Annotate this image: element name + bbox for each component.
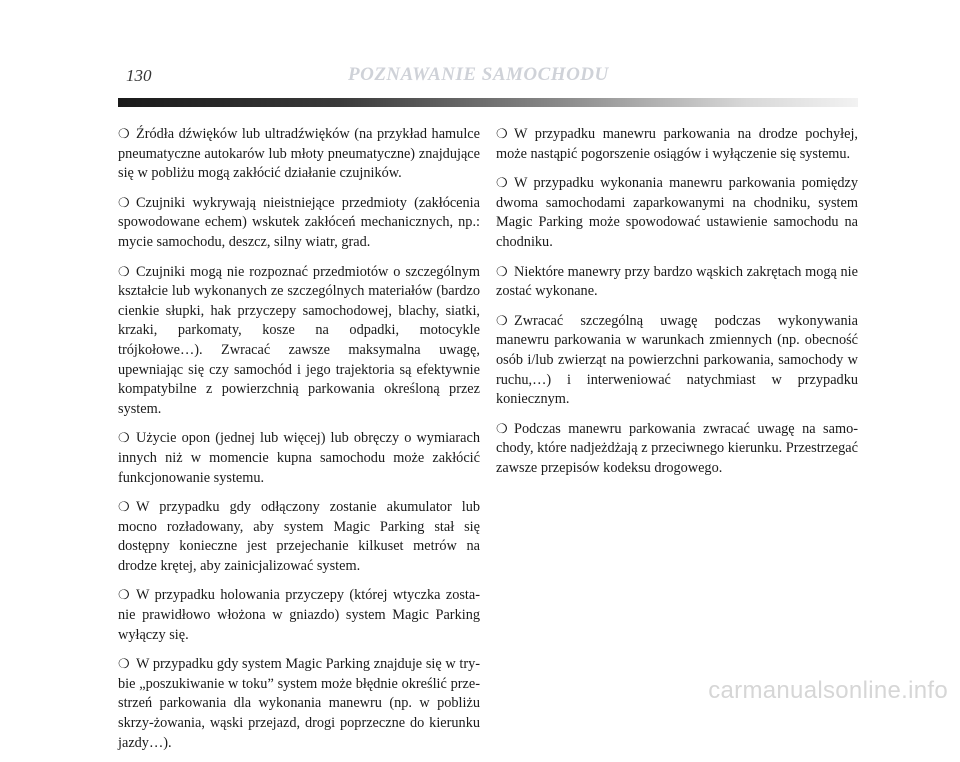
hollow-circle-bullet-icon: ❍ <box>496 175 508 191</box>
paragraph-text: Zwracać szczególną uwagę podczas wykonywania manewru parkowania w warunkach zmiennych (np. obecność osób i/lub zwierząt na powierzchni parkowania, samochody w ruchu,…) i interweniować natychmiast w przypadku koniecznym. <box>496 312 858 408</box>
hollow-circle-bullet-icon: ❍ <box>118 656 130 672</box>
bullet-paragraph <box>496 311 858 410</box>
bullet-paragraph <box>118 262 480 420</box>
hollow-circle-bullet-icon: ❍ <box>118 587 130 603</box>
paragraph-text: W przypadku wykonania manewru parkowania pomiędzy dwoma samochodami zaparkowanymi na chodniku, system Magic Parking może spowodować ustawienie samochodu na chodniku. <box>496 175 858 250</box>
hollow-circle-bullet-icon: ❍ <box>118 126 130 141</box>
hollow-circle-bullet-icon: ❍ <box>118 430 130 446</box>
paragraph-text: Źródła dźwięków lub ultradźwięków (na przykład hamulce pneumatyczne autokarów lub młoty pneumatyczne) znajdujące się w pobliżu mogą zakłócić działanie czujników. <box>118 126 480 182</box>
bullet-paragraph <box>118 585 480 645</box>
watermark: carmanualsonline.info <box>708 677 948 704</box>
hollow-circle-bullet-icon: ❍ <box>496 420 508 436</box>
bullet-paragraph <box>118 497 480 576</box>
right-column <box>496 124 858 488</box>
hollow-circle-bullet-icon: ❍ <box>496 263 508 279</box>
hollow-circle-bullet-icon: ❍ <box>496 126 508 141</box>
paragraph-text: Czujniki mogą nie rozpoznać przedmiotów o szczególnym kształcie lub wykonanych ze szczególnych materiałów (bardzo cienkie słupki, hak przyczepy samochodowej, blachy, siatki, krzaki, parkomaty, kosze na odpadki, motocykle trójkołowe…). Zwracać zawsze maksymalna uwagę, upewniając się czy samochód i jego trajektoria są efektywnie kompatybilne z powierzchnią parkowania określoną przez system. <box>118 263 480 417</box>
header-divider <box>118 98 858 107</box>
bullet-paragraph <box>496 124 858 164</box>
hollow-circle-bullet-icon: ❍ <box>118 194 130 210</box>
section-title: POZNAWANIE SAMOCHODU <box>348 64 609 85</box>
left-column <box>118 124 480 762</box>
paragraph-text: Czujniki wykrywają nieistniejące przedmioty (zakłócenia spowodowane echem) wskutek zakłóceń mechanicznych, np.: mycie samochodu, deszcz, silny wiatr, grad. <box>118 194 480 250</box>
bullet-paragraph <box>118 124 480 184</box>
paragraph-text: W przypadku holowania przyczepy (której wtyczka zosta-nie prawidłowo włożona w gniazdo) system Magic Parking wyłączy się. <box>118 587 480 643</box>
bullet-paragraph <box>496 262 858 302</box>
paragraph-text: W przypadku gdy system Magic Parking znajduje się w try-bie „poszukiwanie w toku” system może błędnie określić prze-strzeń parkowania dla wykonania manewru (np. w pobliżu skrzy-żowania, wąski przejazd, drogi poprzeczne do kierunku jazdy…). <box>118 656 480 751</box>
bullet-paragraph <box>118 193 480 253</box>
bullet-paragraph <box>496 419 858 479</box>
paragraph-text: Podczas manewru parkowania zwracać uwagę na samo-chody, które nadjeżdżają z przeciwnego kierunku. Przestrzegać zawsze przepisów kodeksu drogowego. <box>496 420 858 476</box>
bullet-paragraph <box>118 428 480 488</box>
page-number: 130 <box>126 66 152 85</box>
paragraph-text: Niektóre manewry przy bardzo wąskich zakrętach mogą nie zostać wykonane. <box>496 263 858 300</box>
hollow-circle-bullet-icon: ❍ <box>496 312 508 328</box>
bullet-paragraph <box>118 654 480 753</box>
hollow-circle-bullet-icon: ❍ <box>118 499 130 515</box>
hollow-circle-bullet-icon: ❍ <box>118 263 130 279</box>
paragraph-text: Użycie opon (jednej lub więcej) lub obręczy o wymiarach innych niż w momencie kupna samochodu może zakłócić funkcjonowanie systemu. <box>118 430 480 486</box>
page-header <box>126 64 866 94</box>
paragraph-text: W przypadku gdy odłączony zostanie akumulator lub mocno rozładowany, aby system Magic Parking stał się dostępny konieczne jest przejechanie kilkuset metrów na drodze krętej, aby zainicjalizować system. <box>118 499 480 574</box>
bullet-paragraph <box>496 173 858 252</box>
paragraph-text: W przypadku manewru parkowania na drodze pochyłej, może nastąpić pogorszenie osiągów i wyłączenie się systemu. <box>496 126 858 162</box>
